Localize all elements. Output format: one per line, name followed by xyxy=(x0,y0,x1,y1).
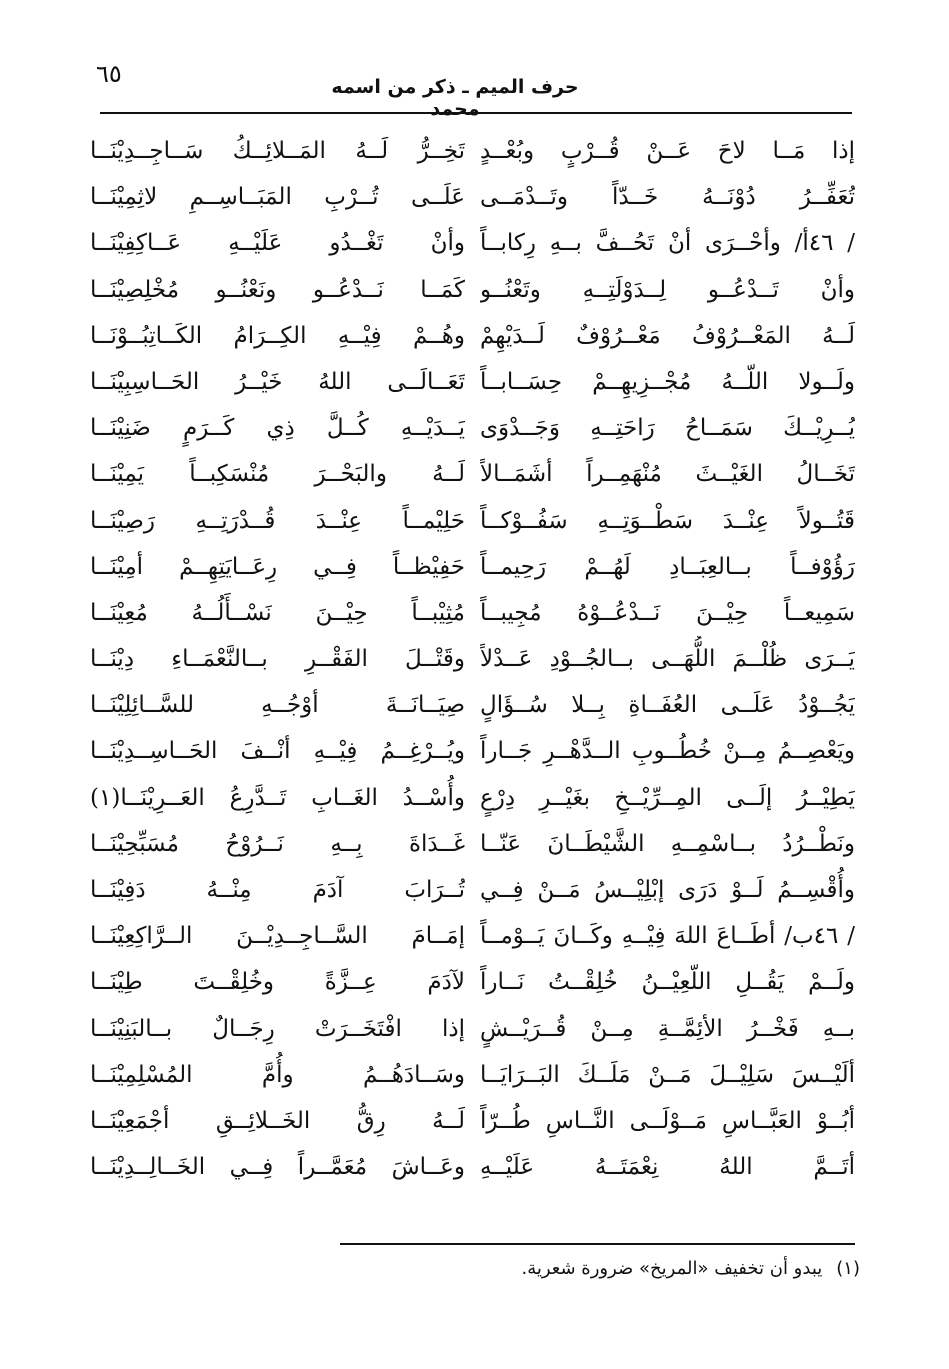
verse-first-hemistich: ونَطْــرُدُ بــاسْمِــهِ الشَّيْطَــانَ عَنّــا xyxy=(480,830,855,857)
verse-first-hemistich: ويَعْصِــمُ مِــنْ خُطُــوبِ الــدَّهْــرِ جَــاراً xyxy=(480,738,855,765)
verse-second-hemistich: لَــهُ رِقُّ الخَــلائِــقِ أجْمَعِيْنَــا xyxy=(90,1107,465,1134)
verse-second-hemistich: وسَــادَهُــمُ وأُمَّ المُسْلِمِيْنَــا xyxy=(90,1061,465,1088)
verse-second-hemistich: وهُــمْ فِيْــهِ الكِــرَامُ الكَــاتِبُــوْنَــا xyxy=(90,322,465,349)
right-hemistich-column xyxy=(480,128,855,1190)
page-number: ٦٥ xyxy=(96,60,122,88)
verse-first-hemistich: / ٤٦ب/ أطَــاعَ اللهَ فِيْــهِ وكَــانَ يَــوْمــاً xyxy=(480,923,855,950)
verse-second-hemistich: كَمَــا نَــدْعُــو ونَعْنُــو مُخْلِصِيْنَــا xyxy=(90,276,465,303)
verse-first-hemistich: رَؤُوْفــاً بــالعِبَــادِ لَهُــمْ رَحِيمــاً xyxy=(480,553,855,580)
verse-second-hemistich: غَــدَاةَ بِــهِ نَــرُوْحُ مُسَبِّحِيْنَــا xyxy=(90,830,465,857)
header-divider xyxy=(100,112,852,114)
verse-second-hemistich: يَــدَيْــهِ كُــلَّ ذِي كَــرَمٍ ضَنِيْنَــا xyxy=(90,415,465,442)
verse-second-hemistich: وأُسْــدُ الغَــابِ تَــدَّرِعُ العَــرِيْنَــا(١) xyxy=(90,784,465,811)
verse-first-hemistich: تَخَــالُ الغَيْــثَ مُنْهَمِــراً أشَمَــالاً xyxy=(480,461,855,488)
verse-second-hemistich: حَلِيْمــاً عِنْــدَ قُــدْرَتِــهِ رَصِيْنَــا xyxy=(90,507,465,534)
verse-first-hemistich: لَــهُ المَعْــرُوْفُ مَعْــرُوْفٌ لَــدَيْهِمْ xyxy=(480,322,855,349)
verse-first-hemistich: أبُــوْ العَبَّــاسِ مَــوْلَــى النَّــاسِ طُــرّاً xyxy=(480,1107,855,1134)
verse-second-hemistich: مُثِيْبــاً حِيْــنَ نَسْــأَلُــهُ مُعِيْنَــا xyxy=(90,599,465,626)
verse-second-hemistich: تُــرَابَ آدَمَ مِنْــهُ دَفِيْنَــا xyxy=(90,877,465,903)
footnote-divider xyxy=(340,1243,855,1245)
verse-first-hemistich: سَمِيعــاً حِيْــنَ نَــدْعُــوْهُ مُجِيبــاً xyxy=(480,599,855,626)
verse-second-hemistich: تَخِــرُّ لَــهُ المَــلائِــكُ سَــاجِــدِيْنَــا xyxy=(90,138,465,164)
verse-second-hemistich: إذا افْتَخَــرَتْ رِجَــالٌ بــالبَنِيْنَــا xyxy=(90,1015,465,1042)
verse-first-hemistich: ألَيْــسَ سَلِيْــلَ مَــنْ مَلَــكَ البَــرَايَــا xyxy=(480,1061,855,1088)
verse-first-hemistich: ولَــمْ يَقُــلِ اللّعِيْــنُ خُلِقْــتُ نَــاراً xyxy=(480,969,855,996)
verse-second-hemistich: لَــهُ والبَحْــرَ مُنْسَكِبــاً يَمِيْنَــا xyxy=(90,461,465,488)
verse-first-hemistich: تُعَفِّــرُ دُوْنَــهُ خَــدّاً وتَــدْمَــى xyxy=(480,184,855,211)
verse-first-hemistich: أتَــمَّ اللهُ نِعْمَتَــهُ عَلَيْــهِ xyxy=(480,1154,855,1181)
left-hemistich-column xyxy=(90,128,465,1190)
verse-second-hemistich: وأنْ تَغْــدُو عَلَيْــهِ عَــاكِفِيْنَــا xyxy=(90,230,465,257)
verse-first-hemistich: إذا مَــا لاحَ عَــنْ قُــرْبٍ وبُعْــدٍ xyxy=(480,138,855,164)
verse-second-hemistich: صِيَــانَــةَ أوْجُــهِ للسَّــائِلِيْنَــا xyxy=(90,692,465,719)
verse-first-hemistich: وأُقْسِــمُ لَــوْ دَرَى إبْلِيْــسُ مَــنْ فِــي xyxy=(480,877,855,903)
verse-second-hemistich: حَفِيْظــاً فِــي رِعَــايَتِهِــمْ أمِيْنَــا xyxy=(90,553,465,580)
verse-second-hemistich: وقَتْــلَ الفَقْــرِ بــالنَّعْمَــاءِ دِيْنَــا xyxy=(90,646,465,673)
footnote xyxy=(470,1258,860,1279)
footnote-text: يبدو أن تخفيف «المريخ» ضرورة شعرية. xyxy=(521,1258,823,1279)
verse-second-hemistich: إمَــامَ السَّــاجِــدِيْــنَ الــرَّاكِعِيْنَــا xyxy=(90,923,465,950)
verse-first-hemistich: / ٤٦أ/ وأحْــرَى أنْ تَحُــفَّ بــهِ رِكابــاً xyxy=(480,230,855,257)
verse-first-hemistich: يَطِيْــرُ إلَــى المِــرِّيْــخِ بغَيْــرِ دِرْعٍ xyxy=(480,784,855,811)
verse-second-hemistich: عَلَــى تُــرْبِ المَبَــاسِــمِ لاثِمِيْنَــا xyxy=(90,184,465,211)
verse-first-hemistich: ولَــولا اللّــهُ مُجْــزِيهِــمْ حِسَــابــاً xyxy=(480,368,855,395)
footnote-marker: (١) xyxy=(836,1258,860,1279)
verse-second-hemistich: ويُــرْغِــمُ فِيْــهِ أنْــفَ الحَــاسِــدِيْنَــا xyxy=(90,738,465,765)
verse-first-hemistich: وأنْ تَــدْعُــو لِــدَوْلَتِــهِ وتَعْنُــو xyxy=(480,276,855,303)
verse-second-hemistich: لآدَمَ عِــزَّةً وخُلِقْــتَ طِيْنَــا xyxy=(90,969,465,996)
verse-first-hemistich: يُــرِيْــكَ سَمَــاحُ رَاحَتِــهِ وَجَــدْوَى xyxy=(480,415,855,442)
running-header-title: حرف الميم ـ ذكر من اسمه محمد xyxy=(331,76,579,120)
verse-first-hemistich: يَجُــوْدُ عَلَــى العُفَــاةِ بِــلا سُــؤَالٍ xyxy=(480,692,855,719)
verse-first-hemistich: قَتُــولاً عِنْــدَ سَطْــوَتِــهِ سَفُــوْكــاً xyxy=(480,507,855,534)
verse-second-hemistich: تَعَــالَــى اللهُ خَيْــرُ الحَــاسِبِيْنَــا xyxy=(90,368,465,395)
verse-first-hemistich: بــهِ فَخْــرُ الأئِمَّــةِ مِــنْ قُــرَيْــشٍ xyxy=(480,1015,855,1042)
verse-second-hemistich: وعَــاشَ مُعَمَّــراً فِــي الخَــالِــدِيْنَــا xyxy=(90,1154,465,1181)
verse-first-hemistich: يَــرَى ظُلْــمَ اللُّهَــى بــالجُــوْدِ عَــدْلاً xyxy=(480,646,855,673)
